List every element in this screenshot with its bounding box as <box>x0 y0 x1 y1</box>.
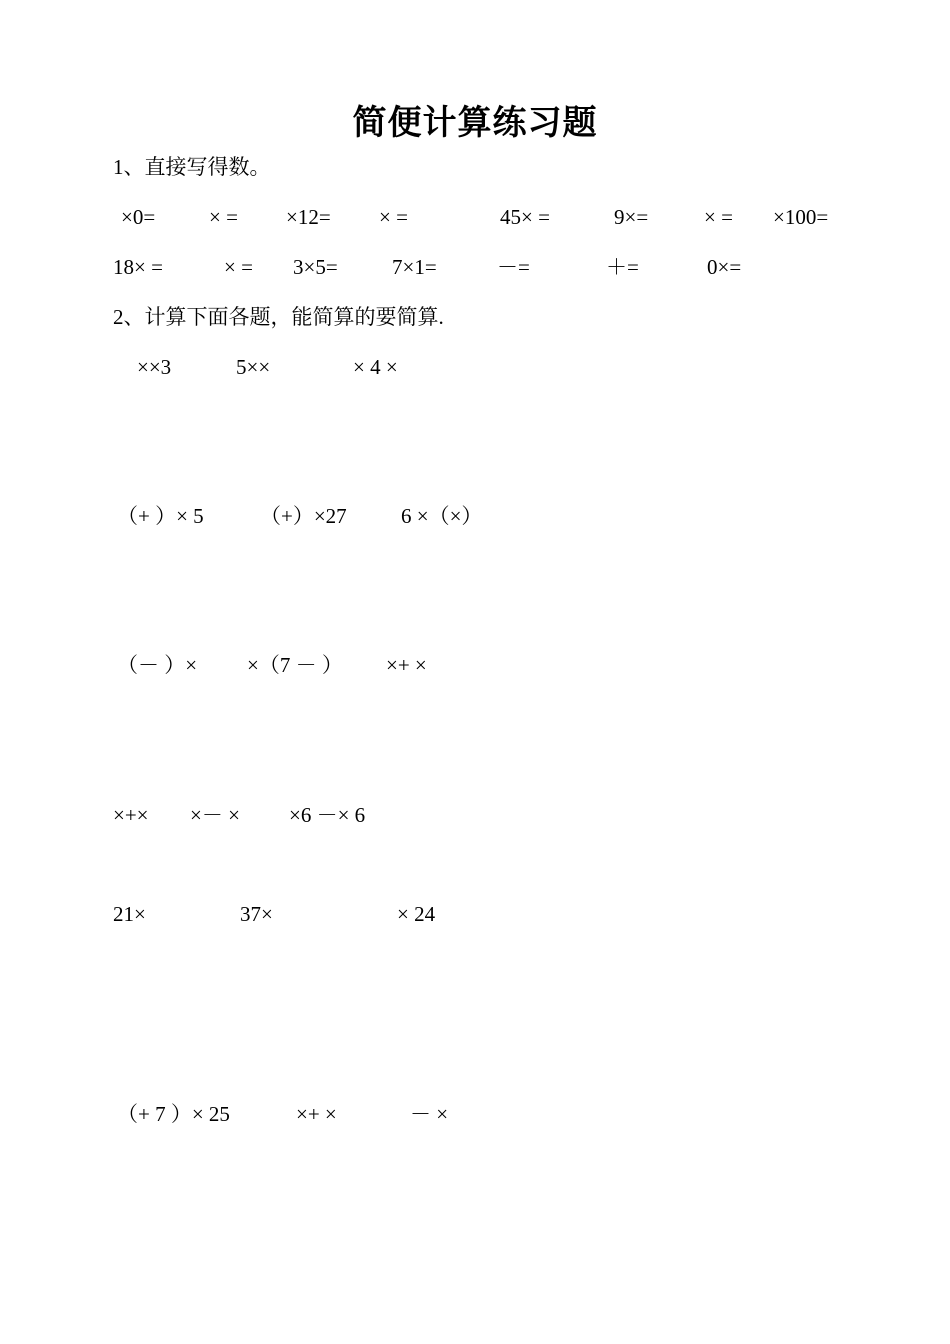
quick-problem: 3×5= <box>293 255 338 279</box>
quick-problem: 7×1= <box>392 255 437 279</box>
calc-problem: 5×× <box>236 355 271 379</box>
quick-problem: ×100= <box>773 205 829 229</box>
calc-problem: × 24 <box>397 902 436 926</box>
quick-problem: 0×= <box>707 255 742 279</box>
quick-problem: × = <box>209 205 238 229</box>
quick-problem: × = <box>704 205 733 229</box>
calc-problem: （+ 7 ）× 25 <box>117 1102 230 1126</box>
quick-problem: × = <box>379 205 408 229</box>
quick-problem: ×12= <box>286 205 331 229</box>
quick-problem: 45× = <box>500 205 550 229</box>
section1-heading: 1、直接写得数。 <box>113 155 271 179</box>
calc-problem: （－ ）× <box>117 653 198 677</box>
calc-problem: 6 ×（×） <box>401 504 483 528</box>
calc-problem: ×+ × <box>386 653 427 677</box>
page-title: 简便计算练习题 <box>352 103 598 143</box>
calc-problem: × 4 × <box>353 355 398 379</box>
calc-problem: （+）×27 <box>260 504 347 528</box>
calc-problem: 21× <box>113 902 146 926</box>
calc-problem: － × <box>410 1102 449 1126</box>
quick-problem: ＋= <box>606 255 639 279</box>
calc-problem: ×6 －× 6 <box>289 803 366 827</box>
quick-problem: 9×= <box>614 205 649 229</box>
calc-problem: 37× <box>240 902 273 926</box>
calc-problem: ××3 <box>137 355 172 379</box>
calc-problem: ×－ × <box>190 803 240 827</box>
section2-heading: 2、计算下面各题，能简算的要简算. <box>113 305 444 329</box>
calc-problem: ×+× <box>113 803 149 827</box>
quick-problem: × = <box>224 255 253 279</box>
calc-problem: （+ ）× 5 <box>117 504 204 528</box>
quick-problem: 18× = <box>113 255 163 279</box>
quick-problem: －= <box>497 255 530 279</box>
calc-problem: ×+ × <box>296 1102 337 1126</box>
calc-problem: ×（7 － ） <box>247 653 343 677</box>
quick-problem: ×0= <box>121 205 156 229</box>
